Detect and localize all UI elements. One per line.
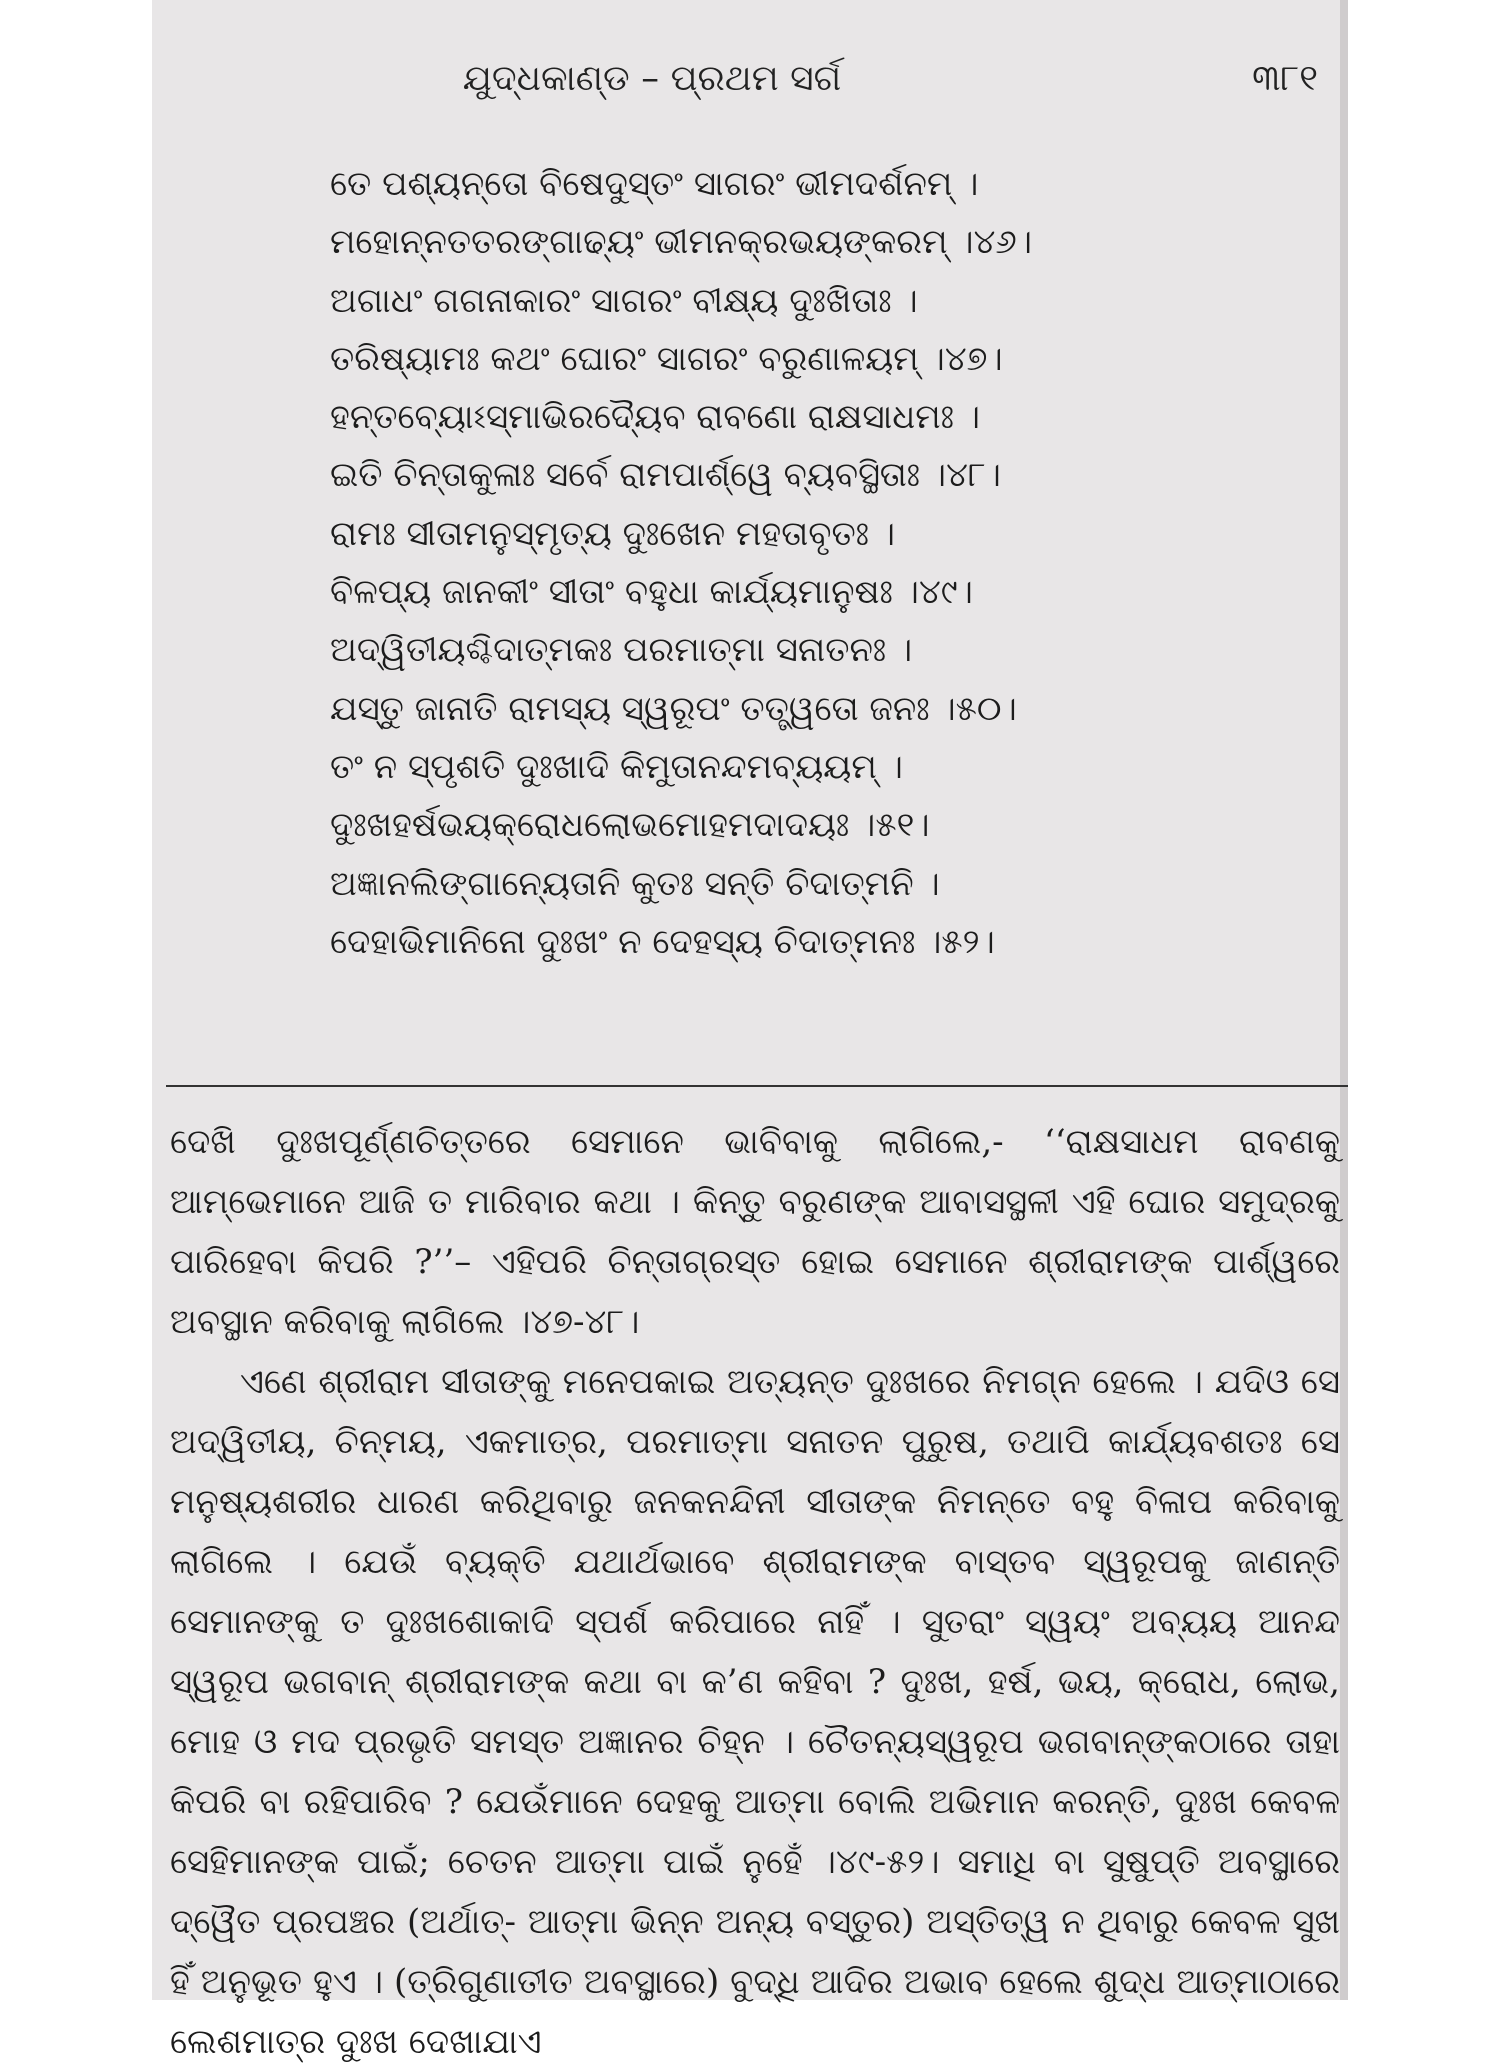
verse-line: ଦୁଃଖହର୍ଷଭୟକ୍ରୋଧଲୋଭମୋହମଦାଦୟଃ ।୫୧। xyxy=(330,805,930,846)
verse-line: ଇତି ଚିନ୍ତାକୁଳାଃ ସର୍ବେ ରାମପାର୍ଶ୍ୱେ ବ୍ୟବସ୍ଥିତାଃ ।୪୮। xyxy=(330,455,1001,496)
commentary xyxy=(170,1112,1340,2072)
commentary-paragraph: ଦେଖି ଦୁଃଖପୂର୍ଣ୍ଣଚିତ୍ତରେ ସେମାନେ ଭାବିବାକୁ ଲାଗିଲେ,- ‘‘ରାକ୍ଷସାଧମ ରାବଣକୁ ଆମ୍ଭେମାନେ ଆଜି ତ ମାରିବାର କଥା । କିନ୍ତୁ ବରୁଣଙ୍କ ଆବାସସ୍ଥଳୀ ଏହି ଘୋର ସମୁଦ୍ରକୁ ପାରିହେବା କିପରି ?’’– ଏହିପରି ଚିନ୍ତାଗ୍ରସ୍ତ ହୋଇ ସେମାନେ ଶ୍ରୀରାମଙ୍କ ପାର୍ଶ୍ୱରେ ଅବସ୍ଥାନ କରିବାକୁ ଲାଗିଲେ ।୪୭-୪୮। xyxy=(170,1122,1340,1342)
book-page xyxy=(152,0,1348,2062)
verse-line: ରାମଃ ସୀତାମନୁସ୍ମୃତ୍ୟ ଦୁଃଖେନ ମହତାବୃତଃ । xyxy=(330,513,896,554)
verse-line: ଯସ୍ତୁ ଜାନାତି ରାମସ୍ୟ ସ୍ୱରୂପଂ ତତ୍ତ୍ୱତୋ ଜନଃ ।୫୦। xyxy=(330,688,1017,729)
verse-line: ଅଦ୍ୱିତୀୟଶ୍ଚିଦାତ୍ମକଃ ପରମାତ୍ମା ସନାତନଃ । xyxy=(330,630,913,671)
commentary-paragraph: ଏଣେ ଶ୍ରୀରାମ ସୀତାଙ୍କୁ ମନେପକାଇ ଅତ୍ୟନ୍ତ ଦୁଃଖରେ ନିମଗ୍ନ ହେଲେ । ଯଦିଓ ସେ ଅଦ୍ୱିତୀୟ, ଚିନ୍ମୟ, ଏକମାତ୍ର, ପରମାତ୍ମା ସନାତନ ପୁରୁଷ, ତଥାପି କାର୍ଯ୍ୟବଶତଃ ସେ ମନୁଷ୍ୟଶରୀର ଧାରଣ କରିଥିବାରୁ ଜନକନନ୍ଦିନୀ ସୀତାଙ୍କ ନିମନ୍ତେ ବହୁ ବିଳାପ କରିବାକୁ ଲାଗିଲେ । ଯେଉଁ ବ୍ୟକ୍ତି ଯଥାର୍ଥଭାବେ ଶ୍ରୀରାମଙ୍କ ବାସ୍ତବ ସ୍ୱରୂପକୁ ଜାଣନ୍ତି ସେମାନଙ୍କୁ ତ ଦୁଃଖଶୋକାଦି ସ୍ପର୍ଶ କରିପାରେ ନାହିଁ । ସୁତରାଂ ସ୍ୱୟଂ ଅବ୍ୟୟ ଆନନ୍ଦ ସ୍ୱରୂପ ଭଗବାନ୍ ଶ୍ରୀରାମଙ୍କ କଥା ବା କ’ଣ କହିବା ? ଦୁଃଖ, ହର୍ଷ, ଭୟ, କ୍ରୋଧ, ଲୋଭ, ମୋହ ଓ ମଦ ପ୍ରଭୃତି ସମସ୍ତ ଅଜ୍ଞାନର ଚିହ୍ନ । ଚୈତନ୍ୟସ୍ୱରୂପ ଭଗବାନ୍‌ଙ୍କଠାରେ ତାହା କିପରି ବା ରହିପାରିବ ? ଯେଉଁମାନେ ଦେହକୁ ଆତ୍ମା ବୋଲି ଅଭିମାନ କରନ୍ତି, ଦୁଃଖ କେବଳ ସେହିମାନଙ୍କ ପାଇଁ; ଚେତନ ଆତ୍ମା ପାଇଁ ନୁହେଁ ।୪୯-୫୨। ସମାଧି ବା ସୁଷୁପ୍ତି ଅବସ୍ଥାରେ ଦ୍ୱୈତ ପ୍ରପଞ୍ଚର (ଅର୍ଥାତ୍- ଆତ୍ମା ଭିନ୍ନ ଅନ୍ୟ ବସ୍ତୁର) ଅସ୍ତିତ୍ୱ ନ ଥିବାରୁ କେବଳ ସୁଖ ହିଁ ଅନୁଭୂତ ହୁଏ । (ତ୍ରିଗୁଣାତୀତ ଅବସ୍ଥାରେ) ବୁଦ୍ଧି ଆଦିର ଅଭାବ ହେଲେ ଶୁଦ୍ଧ ଆତ୍ମାଠାରେ ଲେଶମାତ୍ର ଦୁଃଖ ଦେଖାଯାଏ xyxy=(170,1362,1340,2062)
verse-line: ତଂ ନ ସ୍ପୃଶତି ଦୁଃଖାଦି କିମୁତାନନ୍ଦମବ୍ୟୟମ୍ । xyxy=(330,746,903,787)
sanskrit-verses xyxy=(330,155,1290,971)
verse-line: ବିଳପ୍ୟ ଜାନକୀଂ ସୀତାଂ ବହୁଧା କାର୍ଯ୍ୟମାନୁଷଃ ।୪୯। xyxy=(330,572,973,613)
verse-line: ହନ୍ତବ୍ୟୋଽସ୍ମାଭିରଦ୍ୟୈବ ରାବଣୋ ରାକ୍ଷସାଧମଃ । xyxy=(330,397,981,438)
verse-line: ତରିଷ୍ୟାମଃ କଥଂ ଘୋରଂ ସାଗରଂ ବରୁଣାଳୟମ୍ ।୪୭। xyxy=(330,338,1003,379)
verse-line: ତେ ପଶ୍ୟନ୍ତୋ ବିଷେଦୁସ୍ତଂ ସାଗରଂ ଭୀମଦର୍ଶନମ୍ । xyxy=(330,164,979,204)
page-number: ୩୮୧ xyxy=(1252,58,1318,99)
page-edge xyxy=(1340,0,1348,2000)
verse-line: ଅଗାଧଂ ଗଗନାକାରଂ ସାଗରଂ ବୀକ୍ଷ୍ୟ ଦୁଃଖିତାଃ । xyxy=(330,280,918,321)
running-title: ଯୁଦ୍ଧକାଣ୍ଡ – ପ୍ରଥମ ସର୍ଗ xyxy=(462,58,842,99)
verse-line: ମହୋନ୍ନତତରଙ୍ଗାଢ୍ୟଂ ଭୀମନକ୍ରଭୟଙ୍କରମ୍ ।୪୬। xyxy=(330,222,1033,263)
page-header xyxy=(152,58,1348,108)
section-divider xyxy=(166,1085,1348,1087)
verse-line: ଅଜ୍ଞାନଲିଙ୍ଗାନ୍ୟେତାନି କୁତଃ ସନ୍ତି ଚିଦାତ୍ମନି । xyxy=(330,863,940,904)
verse-line: ଦେହାଭିମାନିନୋ ଦୁଃଖଂ ନ ଦେହସ୍ୟ ଚିଦାତ୍ମନଃ ।୫୨। xyxy=(330,921,995,962)
